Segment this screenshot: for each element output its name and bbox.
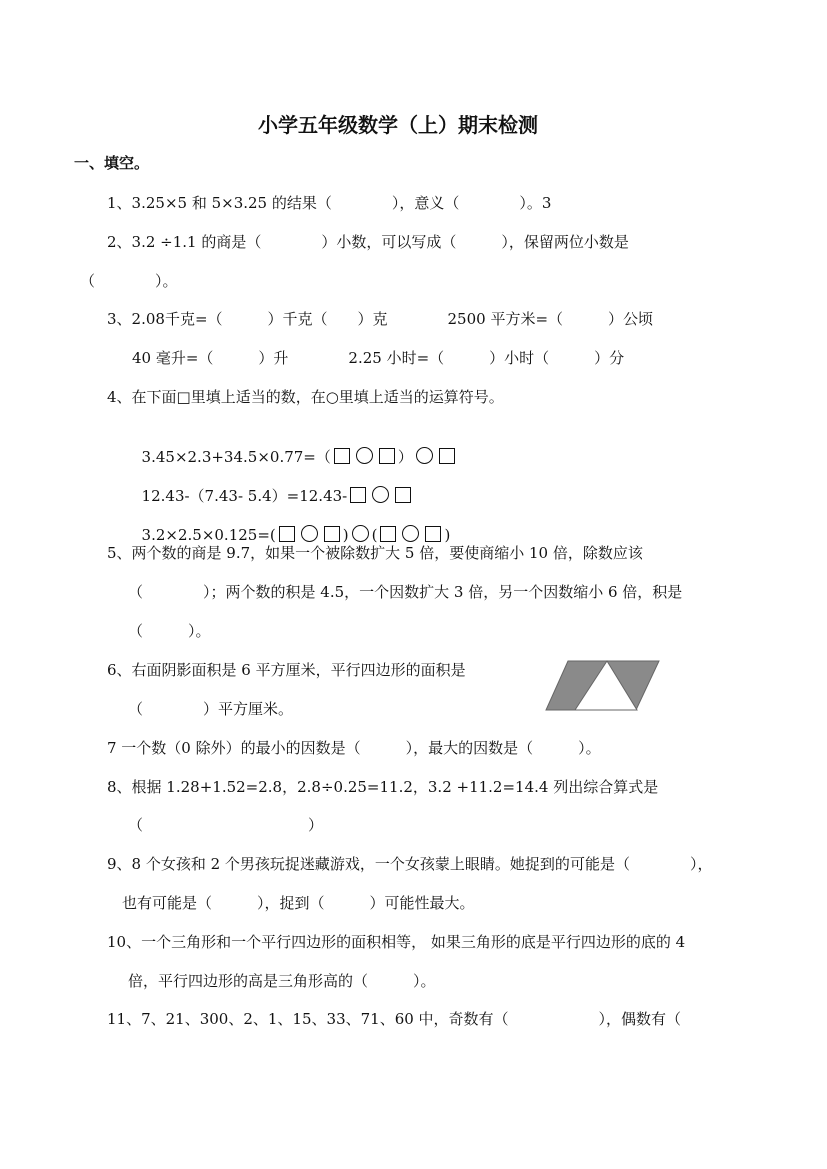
expression-3-paren-close: ) — [342, 526, 349, 544]
answer-box[interactable] — [279, 526, 295, 542]
expression-1-text: 3.45×2.3+34.5×0.77=（ — [141, 448, 331, 466]
question-8-line-1: 8、根据 1.28+1.52=2.8，2.8÷0.25=11.2，3.2 +11.2=14.4 列出综合算式是 — [107, 778, 659, 796]
operator-circle[interactable] — [301, 525, 318, 542]
answer-box[interactable] — [380, 526, 396, 542]
answer-box[interactable] — [425, 526, 441, 542]
page-title: 小学五年级数学（上）期末检测 — [258, 113, 538, 137]
question-1: 1、3.25×5 和 5×3.25 的结果（ ），意义（ ）。3 — [107, 194, 552, 212]
expression-3-text: 3.2×2.5×0.125=( — [141, 526, 276, 544]
answer-box[interactable] — [350, 487, 366, 503]
question-2-line-1: 2、3.2 ÷1.1 的商是（ ）小数，可以写成（ ），保留两位小数是 — [107, 233, 629, 251]
question-7: 7 一个数（0 除外）的最小的因数是（ ），最大的因数是（ ）。 — [107, 739, 601, 757]
question-3-line-2: 40 毫升=（ ）升 2.25 小时=（ ）小时（ ）分 — [132, 349, 625, 367]
operator-circle[interactable] — [402, 525, 419, 542]
answer-box[interactable] — [395, 487, 411, 503]
question-9-line-2: 也有可能是（ ），捉到（ ）可能性最大。 — [122, 894, 475, 912]
question-6-line-1: 6、右面阴影面积是 6 平方厘米，平行四边形的面积是 — [107, 661, 466, 679]
question-5-line-3: （ ）。 — [128, 622, 211, 640]
question-4-expression-2 — [132, 466, 414, 506]
operator-circle[interactable] — [352, 525, 369, 542]
answer-box[interactable] — [334, 448, 350, 464]
question-5-line-2: （ ）；两个数的积是 4.5，一个因数扩大 3 倍，另一个因数缩小 6 倍，积是 — [128, 583, 683, 601]
expression-1-paren: ） — [397, 448, 413, 466]
answer-box[interactable] — [439, 448, 455, 464]
parallelogram-figure — [545, 660, 660, 712]
question-5-line-1: 5、两个数的商是 9.7，如果一个被除数扩大 5 倍，要使商缩小 10 倍，除数应该 — [107, 544, 643, 562]
question-3-line-1: 3、2.08千克=（ ）千克（ ）克 2500 平方米=（ ）公顷 — [107, 310, 654, 328]
expression-2-text: 12.43-（7.43- 5.4）=12.43- — [141, 487, 348, 505]
operator-circle[interactable] — [356, 447, 373, 464]
question-8-line-2: （ ） — [128, 816, 324, 834]
question-10-line-1: 10、一个三角形和一个平行四边形的面积相等， 如果三角形的底是平行四边形的底的 4 — [107, 933, 686, 951]
operator-circle[interactable] — [416, 447, 433, 464]
operator-circle[interactable] — [372, 486, 389, 503]
question-2-line-2: （ ）。 — [80, 272, 178, 290]
answer-box[interactable] — [379, 448, 395, 464]
question-6-line-2: （ ）平方厘米。 — [128, 700, 294, 718]
answer-box[interactable] — [324, 526, 340, 542]
question-4-expression-3 — [132, 505, 450, 545]
section-heading-fill-blank: 一、填空。 — [74, 154, 150, 172]
question-4: 4、在下面□里填上适当的数，在○里填上适当的运算符号。 — [107, 388, 504, 406]
question-4-expression-1 — [132, 427, 458, 467]
expression-3-paren-open: ( — [371, 526, 378, 544]
question-11: 11、7、21、300、2、1、15、33、71、60 中，奇数有（ ），偶数有（ — [107, 1010, 682, 1028]
question-9-line-1: 9、8 个女孩和 2 个男孩玩捉迷藏游戏，一个女孩蒙上眼睛。她捉到的可能是（ ）， — [107, 855, 713, 873]
question-10-line-2: 倍，平行四边形的高是三角形高的（ ）。 — [128, 972, 436, 990]
expression-3-paren-end: ) — [444, 526, 451, 544]
